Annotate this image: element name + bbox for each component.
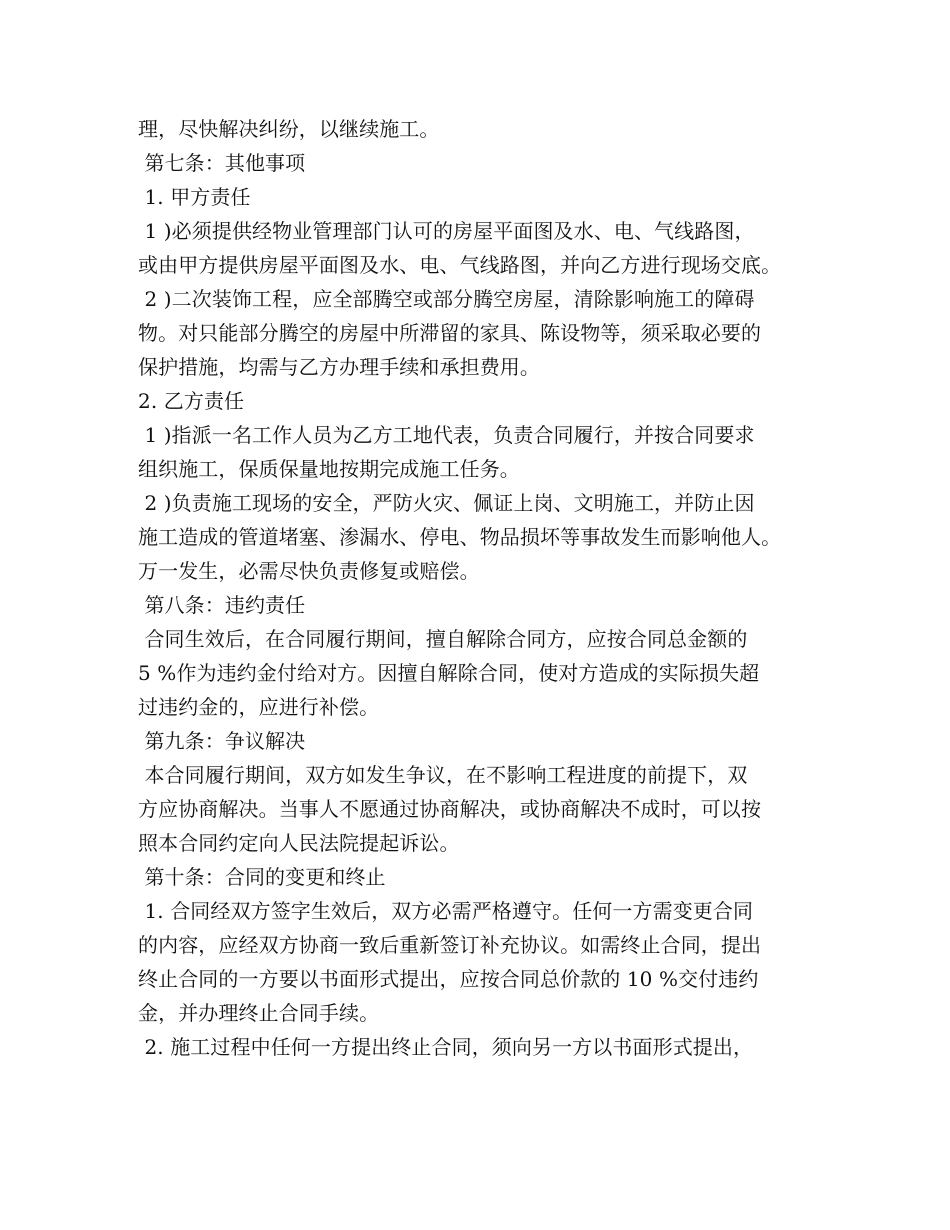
document-body — [138, 112, 838, 1064]
text-line: 的内容，应经双方协商一致后重新签订补充协议。如需终止合同，提出 — [138, 933, 762, 957]
text-line: 过违约金的，应进行补偿。 — [138, 695, 380, 719]
text-line: 终止合同的一方要以书面形式提出，应按合同总价款的 10 %交付违约 — [138, 967, 759, 991]
text-line: 万一发生，必需尽快负责修复或赔偿。 — [138, 559, 480, 583]
text-line: 合同生效后，在合同履行期间，擅自解除合同方，应按合同总金额的 — [138, 627, 748, 651]
text-line: 保护措施，均需与乙方办理手续和承担费用。 — [138, 355, 540, 379]
section-heading-8: 第八条：违约责任 — [138, 593, 306, 617]
text-line: 方应协商解决。当事人不愿通过协商解决，或协商解决不成时，可以按 — [138, 797, 762, 821]
section-heading-7: 第七条：其他事项 — [138, 151, 306, 175]
text-line: 或由甲方提供房屋平面图及水、电、气线路图，并向乙方进行现场交底。 — [138, 253, 782, 277]
text-line: 1 )必须提供经物业管理部门认可的房屋平面图及水、电、气线路图， — [138, 219, 755, 243]
text-line: 5 %作为违约金付给对方。因擅自解除合同，使对方造成的实际损失超 — [138, 661, 760, 685]
text-line: 物。对只能部分腾空的房屋中所滞留的家具、陈设物等，须采取必要的 — [138, 321, 762, 345]
text-line: 照本合同约定向人民法院提起诉讼。 — [138, 831, 460, 855]
text-line: 组织施工，保质保量地按期完成施工任务。 — [138, 457, 520, 481]
text-line: 理，尽快解决纠纷，以继续施工。 — [138, 117, 440, 141]
text-line: 2 )负责施工现场的安全，严防火灾、佩证上岗、文明施工，并防止因 — [138, 491, 755, 515]
text-line: 本合同履行期间，双方如发生争议，在不影响工程进度的前提下，双 — [138, 763, 748, 787]
subheading-party-a: 1. 甲方责任 — [138, 185, 251, 209]
section-heading-10: 第十条：合同的变更和终止 — [138, 865, 386, 889]
section-heading-9: 第九条：争议解决 — [138, 729, 306, 753]
text-line: 金，并办理终止合同手续。 — [138, 1001, 380, 1025]
text-line: 1. 合同经双方签字生效后，双方必需严格遵守。任何一方需变更合同 — [138, 899, 754, 923]
text-line: 施工造成的管道堵塞、渗漏水、停电、物品损坏等事故发生而影响他人。 — [138, 525, 782, 549]
text-line: 2 )二次装饰工程，应全部腾空或部分腾空房屋，清除影响施工的障碍 — [138, 287, 755, 311]
text-line: 2. 施工过程中任何一方提出终止合同，须向另一方以书面形式提出， — [138, 1035, 754, 1059]
subheading-party-b: 2. 乙方责任 — [138, 389, 245, 413]
text-line: 1 )指派一名工作人员为乙方工地代表，负责合同履行，并按合同要求 — [138, 423, 755, 447]
